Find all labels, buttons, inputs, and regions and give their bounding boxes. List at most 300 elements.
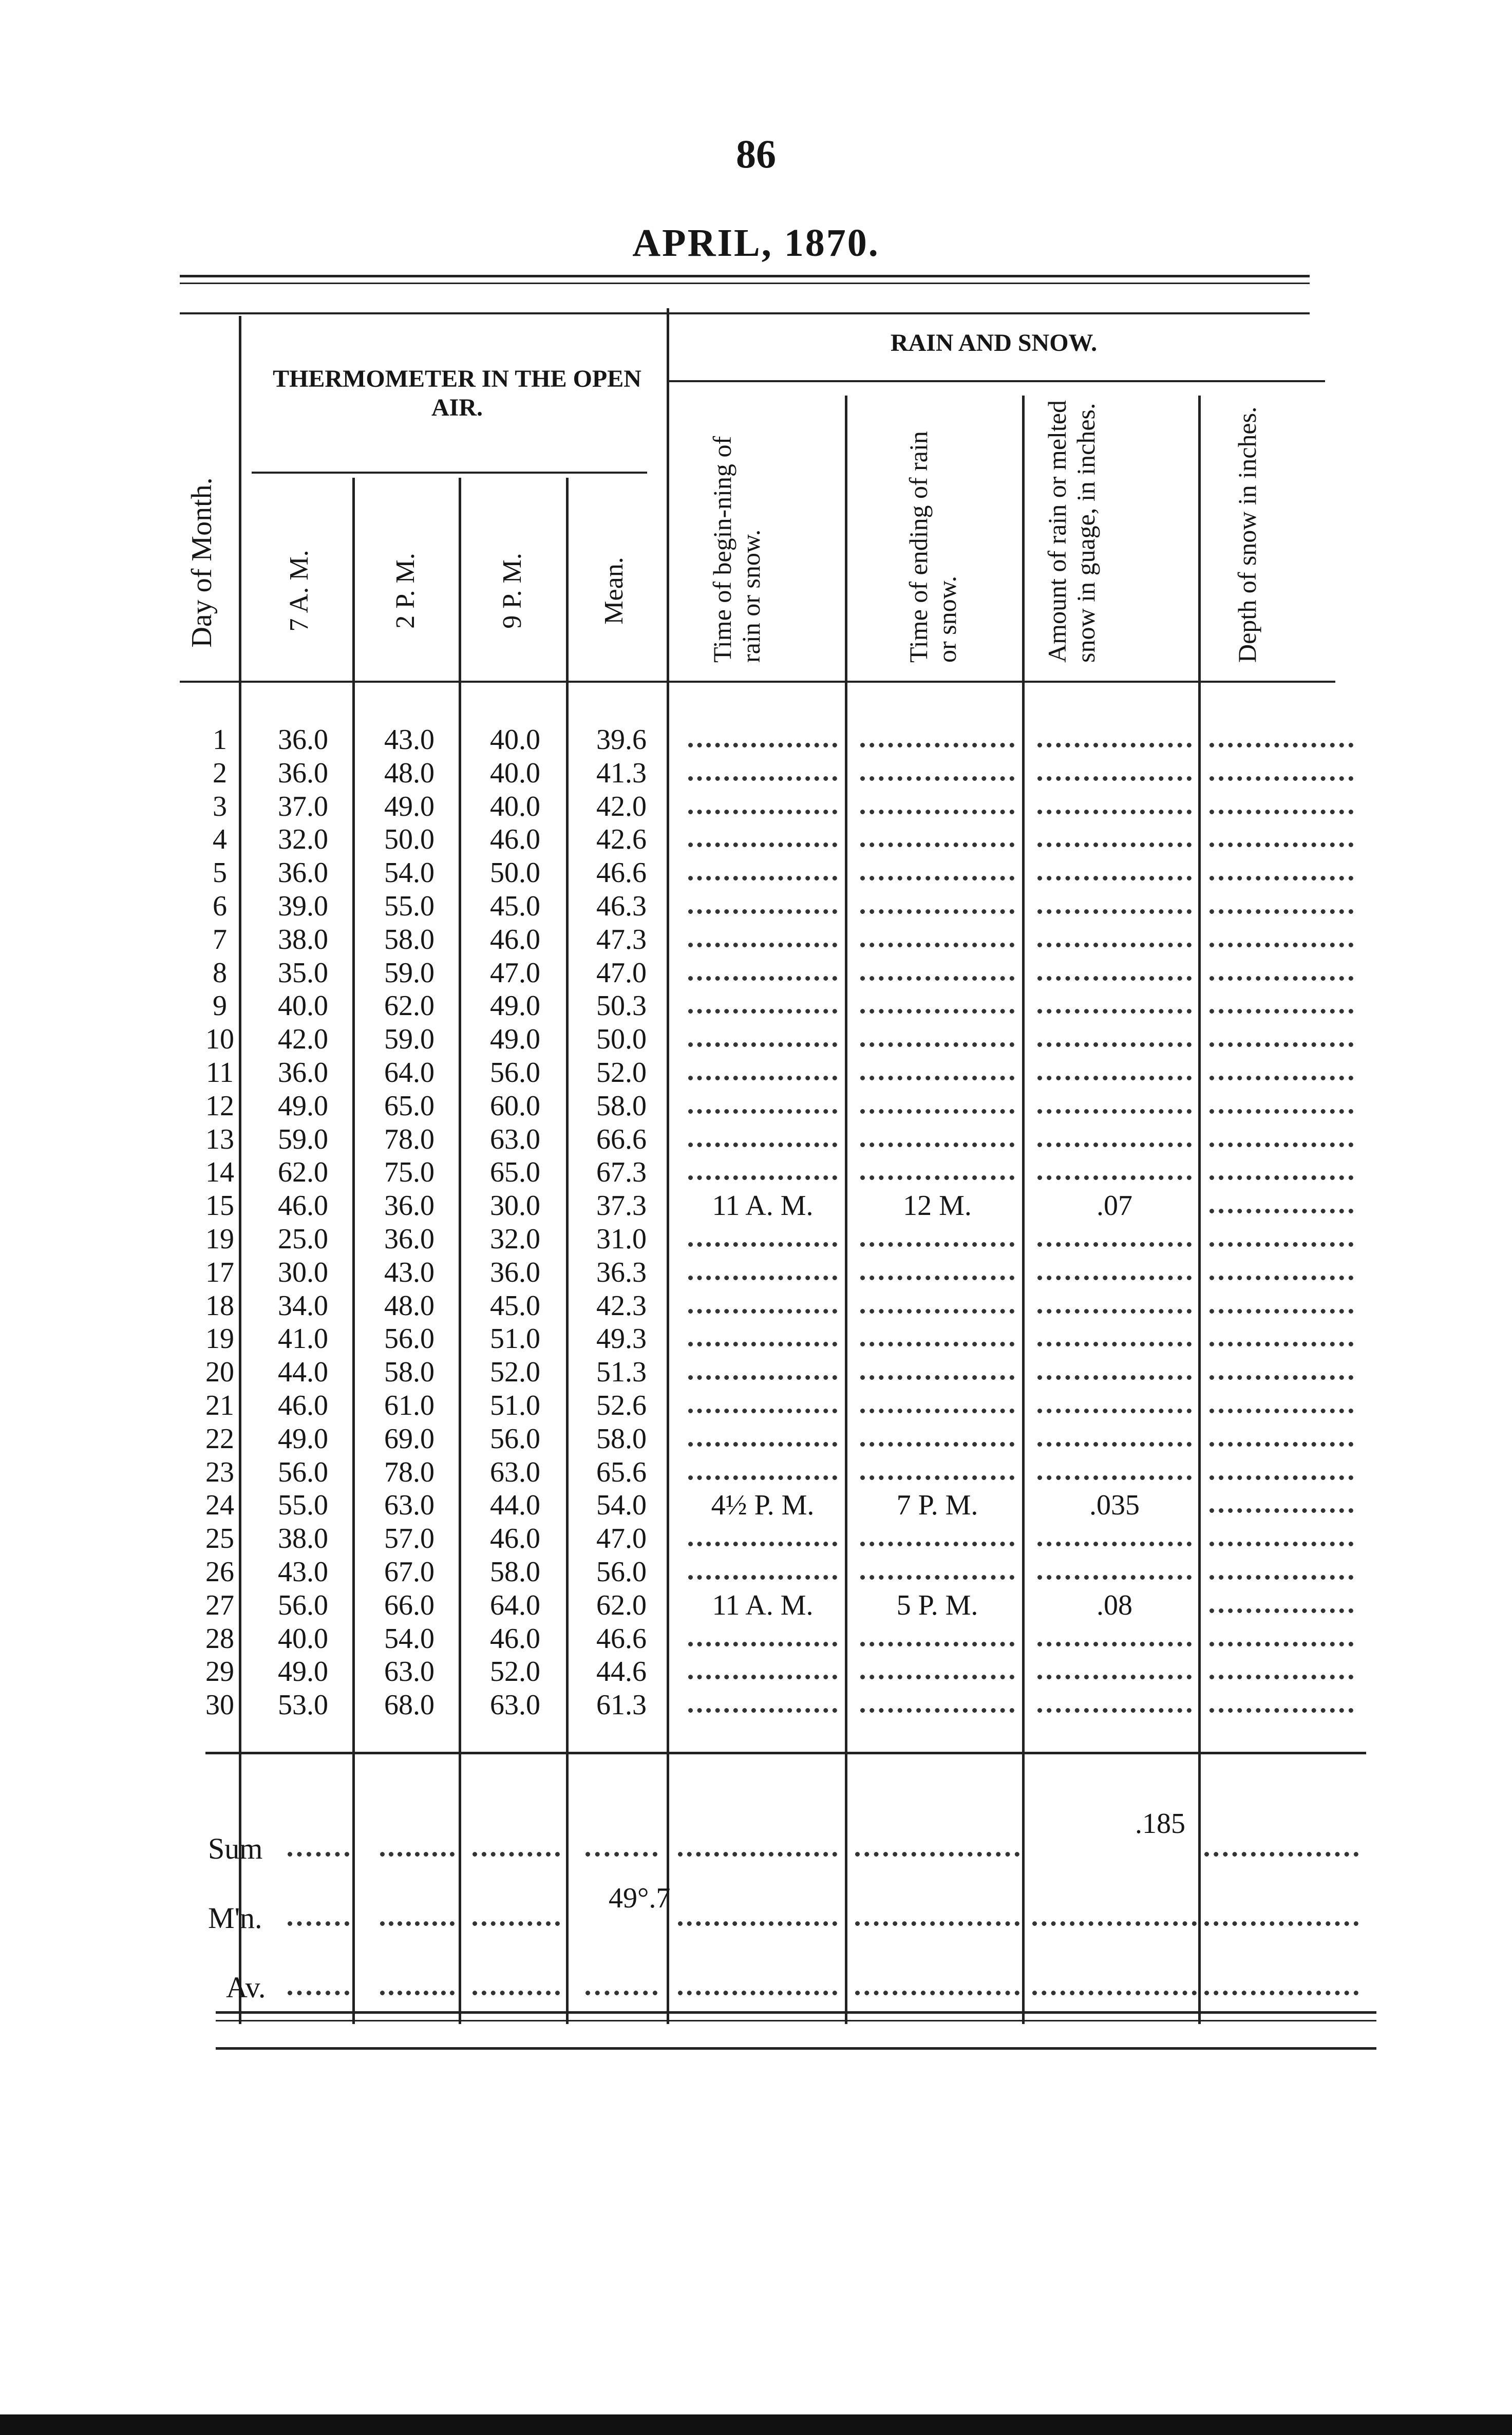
dot-leader [688,1309,837,1314]
cell-pm9: 63.0 [490,1123,540,1155]
dot-leader [688,1375,837,1380]
dot-leader [1032,1921,1197,1926]
dot-leader [1037,776,1192,781]
dot-leader [1209,1708,1353,1713]
dot-leader [688,743,837,747]
cell-mean: 39.6 [596,724,647,756]
dot-leader [688,1109,837,1114]
dot-leader [1037,1542,1192,1546]
cell-pm9: 49.0 [490,1023,540,1055]
cell-day: 25 [205,1523,234,1554]
dot-leader [1209,1608,1353,1613]
cell-pm9: 56.0 [490,1057,540,1089]
dot-leader [688,943,837,947]
dot-leader [1209,1442,1353,1447]
cell-mean: 46.6 [596,1623,647,1655]
cell-end: 5 P. M. [896,1589,978,1621]
col-rule-7am [352,478,355,2024]
dot-leader [860,1642,1014,1646]
cell-begin: 11 A. M. [712,1589,814,1621]
cell-am7: 56.0 [278,1589,328,1621]
cell-pm9: 40.0 [490,724,540,756]
cell-mean: 42.0 [596,791,647,822]
header-depth: Depth of snow in inches. [1233,406,1261,663]
cell-pm2: 78.0 [384,1123,434,1155]
cell-pm2: 58.0 [384,1356,434,1388]
cell-pm2: 59.0 [384,1023,434,1055]
dot-leader [1037,1409,1192,1413]
dot-leader [1037,1575,1192,1580]
cell-am7: 38.0 [278,924,328,956]
cell-mean: 47.3 [596,924,647,956]
mean-label: M'n. [208,1901,262,1935]
dot-leader [1037,1276,1192,1280]
cell-pm9: 56.0 [490,1423,540,1455]
cell-am7: 40.0 [278,1623,328,1655]
cell-am7: 36.0 [278,857,328,889]
header-day-of-month: Day of Month. [186,477,218,648]
cell-day: 26 [205,1556,234,1588]
cell-day: 9 [213,990,227,1022]
cell-pm9: 46.0 [490,924,540,956]
dot-leader [1037,1109,1192,1114]
dot-leader [1209,810,1353,814]
dot-leader [1209,743,1353,747]
cell-mean: 66.6 [596,1123,647,1155]
dot-leader [1209,1076,1353,1080]
cell-amount: .08 [1097,1589,1132,1621]
cell-pm9: 52.0 [490,1356,540,1388]
dot-leader [688,1009,837,1014]
dot-leader [1037,1675,1192,1679]
cell-am7: 53.0 [278,1689,328,1721]
cell-pm9: 58.0 [490,1556,540,1588]
cell-pm2: 63.0 [384,1656,434,1688]
cell-mean: 54.0 [596,1489,647,1521]
cell-am7: 41.0 [278,1323,328,1355]
dot-leader [860,1076,1014,1080]
dot-leader [472,1991,560,1995]
cell-am7: 49.0 [278,1656,328,1688]
dot-leader [472,1921,560,1926]
dot-leader [688,1475,837,1480]
dot-leader [860,1109,1014,1114]
dot-leader [1037,842,1192,847]
dot-leader [1209,909,1353,914]
cell-pm9: 30.0 [490,1190,540,1222]
cell-day: 15 [205,1190,234,1222]
dot-leader [860,1342,1014,1346]
cell-mean: 49.3 [596,1323,647,1355]
dot-leader [380,1852,455,1857]
dot-leader [1204,1852,1358,1857]
cell-pm2: 62.0 [384,990,434,1022]
dot-leader [688,1076,837,1080]
dot-leader [288,1852,349,1857]
dot-leader [688,1042,837,1047]
cell-day: 14 [205,1156,234,1188]
cell-amount: .035 [1089,1489,1140,1521]
cell-day: 10 [205,1023,234,1055]
dot-leader [860,743,1014,747]
dot-leader [1209,842,1353,847]
cell-mean: 50.3 [596,990,647,1022]
dot-leader [1037,1442,1192,1447]
cell-mean: 50.0 [596,1023,647,1055]
dot-leader [688,1142,837,1147]
cell-day: 4 [213,823,227,855]
header-mean: Mean. [599,557,629,625]
dot-leader [860,1708,1014,1713]
cell-pm2: 54.0 [384,857,434,889]
header-time-end: Time of ending of rain or snow. [904,431,961,663]
cell-mean: 36.3 [596,1257,647,1288]
cell-am7: 40.0 [278,990,328,1022]
dot-leader [1209,1542,1353,1546]
cell-day: 13 [205,1123,234,1155]
cell-mean: 47.0 [596,957,647,989]
dot-leader [1037,1342,1192,1346]
dot-leader [678,1852,837,1857]
dot-leader [688,842,837,847]
dot-leader [1037,1009,1192,1014]
dot-leader [1209,1142,1353,1147]
cell-day: 30 [205,1689,234,1721]
dot-leader [1209,1475,1353,1480]
cell-am7: 34.0 [278,1290,328,1322]
dot-leader [860,810,1014,814]
cell-pm2: 48.0 [384,757,434,789]
data-bottom-rule [205,1752,1366,1754]
dot-leader [1209,1276,1353,1280]
cell-pm9: 52.0 [490,1656,540,1688]
dot-leader [1209,1109,1353,1114]
cell-pm2: 50.0 [384,823,434,855]
cell-pm9: 51.0 [490,1323,540,1355]
dot-leader [860,876,1014,881]
sum-label: Sum [208,1832,263,1865]
cell-day: 22 [205,1423,234,1455]
page-title: APRIL, 1870. [632,221,880,265]
dot-leader [1037,1076,1192,1080]
cell-day: 21 [205,1390,234,1421]
cell-mean: 61.3 [596,1689,647,1721]
rain-snow-group-header: RAIN AND SNOW. [890,329,1098,357]
dot-leader [860,976,1014,981]
cell-am7: 35.0 [278,957,328,989]
cell-mean: 58.0 [596,1423,647,1455]
cell-pm9: 63.0 [490,1689,540,1721]
dot-leader [1037,1309,1192,1314]
dot-leader [678,1991,837,1995]
dot-leader [688,1708,837,1713]
dot-leader [688,776,837,781]
dot-leader [1037,743,1192,747]
cell-day: 23 [205,1456,234,1488]
cell-mean: 62.0 [596,1589,647,1621]
dot-leader [1209,1175,1353,1180]
dot-leader [1209,776,1353,781]
dot-leader [688,909,837,914]
dot-leader [1037,1042,1192,1047]
cell-day: 27 [205,1589,234,1621]
col-rule-2pm [459,478,461,2024]
dot-leader [860,842,1014,847]
cell-day: 12 [205,1090,234,1122]
cell-am7: 36.0 [278,1057,328,1089]
cell-mean: 56.0 [596,1556,647,1588]
dot-leader [1037,1142,1192,1147]
cell-mean: 42.3 [596,1290,647,1322]
cell-pm2: 55.0 [384,890,434,922]
cell-pm9: 40.0 [490,791,540,822]
dot-leader [1209,1342,1353,1346]
cell-day: 20 [205,1356,234,1388]
dot-leader [688,876,837,881]
dot-leader [688,1175,837,1180]
top-rule-double [180,283,1310,284]
header-top-rule [180,312,1310,314]
cell-pm9: 45.0 [490,890,540,922]
col-rule-9pm [566,478,569,2024]
cell-pm2: 43.0 [384,1257,434,1288]
dot-leader [1209,1209,1353,1213]
cell-mean: 41.3 [596,757,647,789]
cell-day: 2 [213,757,227,789]
cell-day: 3 [213,791,227,822]
cell-begin: 11 A. M. [712,1190,814,1222]
cell-am7: 56.0 [278,1456,328,1488]
cell-am7: 49.0 [278,1423,328,1455]
cell-pm9: 40.0 [490,757,540,789]
col-rule-begin [845,396,847,2024]
dot-leader [860,1409,1014,1413]
cell-pm9: 64.0 [490,1589,540,1621]
dot-leader [860,943,1014,947]
dot-leader [1037,1708,1192,1713]
cell-mean: 46.6 [596,857,647,889]
thermometer-subrule [252,472,647,474]
cell-day: 5 [213,857,227,889]
cell-day: 19 [205,1323,234,1355]
cell-pm9: 32.0 [490,1223,540,1255]
cell-pm9: 47.0 [490,957,540,989]
cell-pm9: 65.0 [490,1156,540,1188]
cell-pm9: 46.0 [490,823,540,855]
sum-amount: .185 [1135,1808,1185,1840]
dot-leader [1204,1991,1358,1995]
cell-pm9: 51.0 [490,1390,540,1421]
cell-amount: .07 [1097,1190,1132,1222]
dot-leader [1209,1575,1353,1580]
cell-pm2: 43.0 [384,724,434,756]
dot-leader [860,1475,1014,1480]
dot-leader [1209,1242,1353,1247]
cell-pm2: 54.0 [384,1623,434,1655]
scan-footer-bar [0,2414,1512,2435]
cell-pm9: 45.0 [490,1290,540,1322]
dot-leader [688,1342,837,1346]
cell-day: 28 [205,1623,234,1655]
cell-am7: 32.0 [278,823,328,855]
cell-pm2: 69.0 [384,1423,434,1455]
cell-am7: 62.0 [278,1156,328,1188]
cell-am7: 59.0 [278,1123,328,1155]
cell-day: 1 [213,724,227,756]
cell-pm2: 48.0 [384,1290,434,1322]
cell-pm2: 68.0 [384,1689,434,1721]
thermometer-group-header: THERMOMETER IN THE OPEN AIR. [273,365,641,421]
cell-mean: 47.0 [596,1523,647,1554]
dot-leader [855,1991,1019,1995]
cell-mean: 37.3 [596,1190,647,1222]
dot-leader [1037,1642,1192,1646]
cell-am7: 49.0 [278,1090,328,1122]
cell-pm2: 67.0 [384,1556,434,1588]
cell-day: 7 [213,924,227,956]
cell-am7: 44.0 [278,1356,328,1388]
cell-mean: 67.3 [596,1156,647,1188]
dot-leader [855,1921,1019,1926]
bottom-rule [216,2011,1376,2014]
dot-leader [860,909,1014,914]
dot-leader [1204,1921,1358,1926]
top-rule [180,275,1310,277]
dot-leader [1209,976,1353,981]
cell-pm2: 75.0 [384,1156,434,1188]
cell-day: 11 [206,1057,234,1089]
cell-am7: 36.0 [278,757,328,789]
dot-leader [288,1921,349,1926]
cell-mean: 52.6 [596,1390,647,1421]
cell-am7: 46.0 [278,1190,328,1222]
dot-leader [585,1991,657,1995]
dot-leader [860,1542,1014,1546]
dot-leader [860,1442,1014,1447]
dot-leader [688,1675,837,1679]
dot-leader [1037,876,1192,881]
dot-leader [1209,1642,1353,1646]
cell-mean: 52.0 [596,1057,647,1089]
cell-day: 17 [205,1257,234,1288]
col-rule-amount [1198,396,1201,2024]
dot-leader [860,1009,1014,1014]
dot-leader [860,1375,1014,1380]
bottom-rule-triple [216,2047,1376,2050]
col-rule-mean [667,308,669,2024]
dot-leader [678,1921,837,1926]
cell-mean: 42.6 [596,823,647,855]
dot-leader [1209,876,1353,881]
cell-pm9: 46.0 [490,1623,540,1655]
dot-leader [1209,1508,1353,1513]
col-rule-end [1022,396,1025,2024]
dot-leader [472,1852,560,1857]
dot-leader [860,1309,1014,1314]
dot-leader [860,1675,1014,1679]
cell-pm9: 49.0 [490,990,540,1022]
dot-leader [860,1276,1014,1280]
cell-pm2: 36.0 [384,1223,434,1255]
dot-leader [860,1242,1014,1247]
dot-leader [1209,1009,1353,1014]
cell-mean: 65.6 [596,1456,647,1488]
cell-mean: 46.3 [596,890,647,922]
cell-pm2: 78.0 [384,1456,434,1488]
dot-leader [688,1542,837,1546]
dot-leader [855,1852,1019,1857]
dot-leader [688,1276,837,1280]
dot-leader [1037,1375,1192,1380]
cell-pm2: 58.0 [384,924,434,956]
cell-am7: 55.0 [278,1489,328,1521]
dot-leader [1037,1242,1192,1247]
cell-mean: 58.0 [596,1090,647,1122]
dot-leader [688,1642,837,1646]
cell-day: 19 [205,1223,234,1255]
dot-leader [860,1575,1014,1580]
dot-leader [1037,1175,1192,1180]
header-2pm: 2 P. M. [391,553,420,629]
dot-leader [380,1991,455,1995]
dot-leader [688,976,837,981]
dot-leader [688,1442,837,1447]
cell-pm2: 59.0 [384,957,434,989]
header-9pm: 9 P. M. [498,553,527,629]
cell-am7: 37.0 [278,791,328,822]
dot-leader [1037,943,1192,947]
dot-leader [1037,1475,1192,1480]
dot-leader [1032,1991,1197,1995]
header-7am: 7 A. M. [285,550,314,632]
cell-pm2: 36.0 [384,1190,434,1222]
dot-leader [585,1852,657,1857]
dot-leader [1209,943,1353,947]
cell-pm9: 44.0 [490,1489,540,1521]
dot-leader [688,1242,837,1247]
dot-leader [1209,1042,1353,1047]
cell-am7: 38.0 [278,1523,328,1554]
dot-leader [860,776,1014,781]
cell-pm9: 60.0 [490,1090,540,1122]
cell-pm2: 66.0 [384,1589,434,1621]
dot-leader [1037,976,1192,981]
cell-pm2: 56.0 [384,1323,434,1355]
cell-pm9: 50.0 [490,857,540,889]
cell-day: 29 [205,1656,234,1688]
cell-pm9: 36.0 [490,1257,540,1288]
rain-subrule [668,380,1325,382]
dot-leader [288,1991,349,1995]
dot-leader [1209,1309,1353,1314]
cell-day: 8 [213,957,227,989]
cell-am7: 25.0 [278,1223,328,1255]
cell-pm2: 64.0 [384,1057,434,1089]
dot-leader [1209,1375,1353,1380]
cell-pm2: 61.0 [384,1390,434,1421]
dot-leader [688,1409,837,1413]
dot-leader [688,810,837,814]
page-number: 86 [736,132,776,176]
dot-leader [860,1175,1014,1180]
dot-leader [380,1921,455,1926]
cell-am7: 36.0 [278,724,328,756]
cell-day: 18 [205,1290,234,1322]
header-amount: Amount of rain or melted snow in guage, in inches. [1043,400,1100,663]
cell-pm2: 57.0 [384,1523,434,1554]
dot-leader [1209,1409,1353,1413]
cell-end: 7 P. M. [896,1489,978,1521]
